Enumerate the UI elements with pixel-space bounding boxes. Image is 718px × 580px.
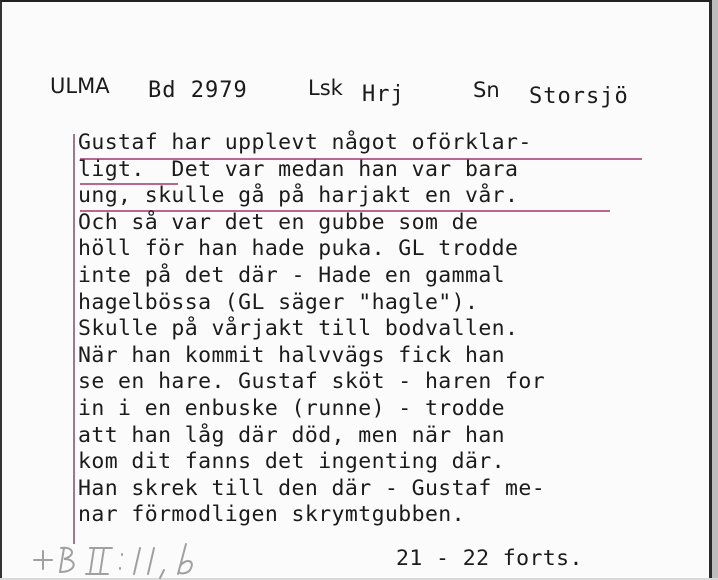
parish-value: Storsjö <box>529 84 629 109</box>
text-line: När han kommit halvvägs fick han <box>78 342 506 368</box>
district-value: Hrj <box>362 82 405 107</box>
text-line: Skulle på vårjakt till bodvallen. <box>78 316 519 342</box>
text-line: in i en enbuske (runne) - trodde <box>78 395 506 421</box>
text-line: att han låg där död, men när han <box>78 422 506 448</box>
text-line: hagelbössa (GL säger "hagle"). <box>78 289 479 315</box>
district-label: Lsk <box>308 76 343 100</box>
text-line: ung, skulle gå på harjakt en vår. <box>78 183 678 210</box>
text-line: kom dit fanns det ingenting där. <box>78 449 506 475</box>
text-line: Och så var det en gubbe som de <box>78 209 479 235</box>
scan-edge <box>712 0 718 578</box>
text-line: Gustaf har upplevt något oförklar- <box>78 130 678 157</box>
text-line: inte på det där - Hade en gammal <box>78 262 506 288</box>
text-line: höll för han hade puka. GL trodde <box>78 236 519 262</box>
narrative-text <box>78 130 678 529</box>
card-header <box>2 72 709 112</box>
text-line: ligt. Det var medan han var bara <box>78 157 678 184</box>
continuation-note: 21 - 22 forts. <box>396 546 583 571</box>
archive-label: ULMA <box>50 74 110 98</box>
text-line: se en hare. Gustaf sköt - haren for <box>78 369 546 395</box>
text-line: Han skrek till den där - Gustaf me- <box>78 475 546 501</box>
archive-value: Bd 2979 <box>148 78 248 103</box>
pencil-annotation <box>30 540 220 580</box>
margin-rule <box>73 134 75 544</box>
text-line: nar förmodligen skrymtgubben. <box>78 502 465 528</box>
parish-label: Sn <box>473 78 500 102</box>
